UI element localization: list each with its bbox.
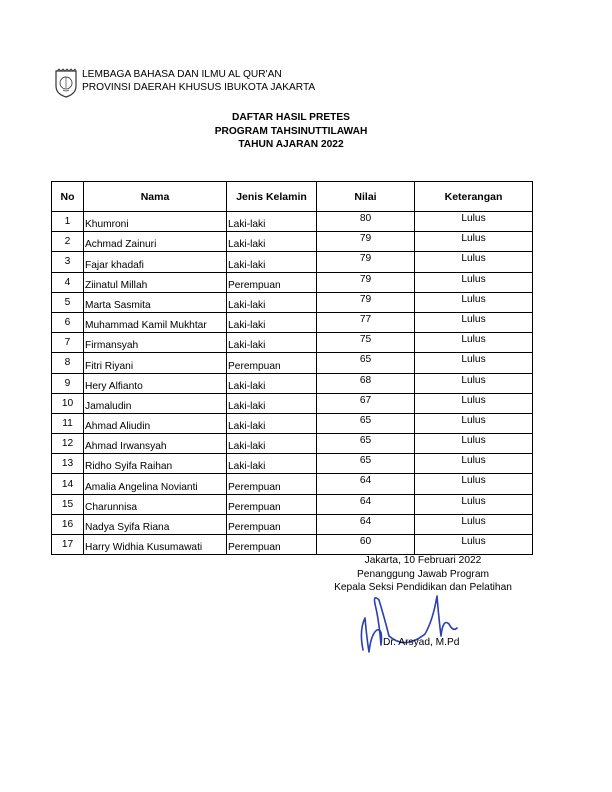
cell-nama: Fajar khadafi xyxy=(84,252,227,272)
signature-block xyxy=(310,554,536,595)
cell-jenis-kelamin: Perempuan xyxy=(227,353,317,373)
cell-nilai: 79 xyxy=(317,272,415,292)
table-row xyxy=(52,474,533,494)
cell-no: 2 xyxy=(52,232,84,252)
cell-jenis-kelamin: Laki-laki xyxy=(227,212,317,232)
cell-nama: Charunnisa xyxy=(84,494,227,514)
cell-keterangan: Lulus xyxy=(415,252,533,272)
cell-no: 11 xyxy=(52,413,84,433)
cell-keterangan: Lulus xyxy=(415,373,533,393)
cell-keterangan: Lulus xyxy=(415,514,533,534)
cell-nilai: 64 xyxy=(317,514,415,534)
table-row xyxy=(52,353,533,373)
cell-jenis-kelamin: Laki-laki xyxy=(227,454,317,474)
cell-no: 15 xyxy=(52,494,84,514)
cell-no: 17 xyxy=(52,535,84,555)
cell-nilai: 79 xyxy=(317,252,415,272)
table-row xyxy=(52,535,533,555)
cell-no: 1 xyxy=(52,212,84,232)
cell-keterangan: Lulus xyxy=(415,312,533,332)
cell-jenis-kelamin: Laki-laki xyxy=(227,312,317,332)
table-row xyxy=(52,232,533,252)
header-nilai: Nilai xyxy=(317,182,415,212)
cell-keterangan: Lulus xyxy=(415,454,533,474)
cell-nama: Muhammad Kamil Mukhtar xyxy=(84,312,227,332)
cell-no: 9 xyxy=(52,373,84,393)
signer-name: Dr. Arsyad, M.Pd xyxy=(383,637,460,648)
cell-nama: Ziinatul Millah xyxy=(84,272,227,292)
cell-jenis-kelamin: Laki-laki xyxy=(227,292,317,312)
table-row xyxy=(52,312,533,332)
cell-jenis-kelamin: Perempuan xyxy=(227,535,317,555)
cell-keterangan: Lulus xyxy=(415,232,533,252)
cell-keterangan: Lulus xyxy=(415,393,533,413)
cell-nama: Ahmad Irwansyah xyxy=(84,434,227,454)
signer-role-2: Kepala Seksi Pendidikan dan Pelatihan xyxy=(334,582,512,593)
cell-keterangan: Lulus xyxy=(415,333,533,353)
cell-keterangan: Lulus xyxy=(415,212,533,232)
table-header-row xyxy=(52,182,533,212)
cell-keterangan: Lulus xyxy=(415,494,533,514)
header-nama: Nama xyxy=(84,182,227,212)
table-row xyxy=(52,373,533,393)
table-row xyxy=(52,292,533,312)
cell-nama: Amalia Angelina Novianti xyxy=(84,474,227,494)
cell-nilai: 65 xyxy=(317,413,415,433)
cell-keterangan: Lulus xyxy=(415,474,533,494)
place-date: Jakarta, 10 Februari 2022 xyxy=(364,555,482,566)
table-row xyxy=(52,514,533,534)
cell-nilai: 60 xyxy=(317,535,415,555)
cell-jenis-kelamin: Laki-laki xyxy=(227,393,317,413)
cell-keterangan: Lulus xyxy=(415,535,533,555)
title-line-2: PROGRAM TAHSINUTTILAWAH xyxy=(214,125,368,137)
org-name: LEMBAGA BAHASA DAN ILMU AL QUR'AN xyxy=(82,69,282,80)
cell-nilai: 79 xyxy=(317,292,415,312)
cell-jenis-kelamin: Laki-laki xyxy=(227,333,317,353)
cell-nilai: 65 xyxy=(317,454,415,474)
jakarta-emblem-logo xyxy=(54,68,78,98)
cell-nama: Harry Widhia Kusumawati xyxy=(84,535,227,555)
cell-nama: Khumroni xyxy=(84,212,227,232)
cell-nama: Jamaludin xyxy=(84,393,227,413)
cell-nilai: 65 xyxy=(317,434,415,454)
cell-no: 13 xyxy=(52,454,84,474)
table-row xyxy=(52,494,533,514)
table-row xyxy=(52,454,533,474)
table-row xyxy=(52,413,533,433)
cell-nama: Nadya Syifa Riana xyxy=(84,514,227,534)
cell-jenis-kelamin: Perempuan xyxy=(227,514,317,534)
cell-nama: Fitri Riyani xyxy=(84,353,227,373)
header-no: No xyxy=(52,182,84,212)
signer-role-1: Penanggung Jawab Program xyxy=(357,568,489,580)
cell-keterangan: Lulus xyxy=(415,272,533,292)
cell-no: 12 xyxy=(52,434,84,454)
cell-no: 6 xyxy=(52,312,84,332)
table-row xyxy=(52,212,533,232)
cell-keterangan: Lulus xyxy=(415,413,533,433)
cell-jenis-kelamin: Perempuan xyxy=(227,272,317,292)
title-line-3: TAHUN AJARAN 2022 xyxy=(238,139,344,150)
cell-nilai: 68 xyxy=(317,373,415,393)
cell-no: 5 xyxy=(52,292,84,312)
cell-nilai: 80 xyxy=(317,212,415,232)
cell-nilai: 79 xyxy=(317,232,415,252)
cell-jenis-kelamin: Laki-laki xyxy=(227,413,317,433)
table-row xyxy=(52,333,533,353)
cell-nilai: 64 xyxy=(317,474,415,494)
cell-nilai: 65 xyxy=(317,353,415,373)
cell-nilai: 64 xyxy=(317,494,415,514)
header-jenis-kelamin: Jenis Kelamin xyxy=(227,182,317,212)
letterhead xyxy=(54,68,315,98)
cell-nilai: 67 xyxy=(317,393,415,413)
header-keterangan: Keterangan xyxy=(415,182,533,212)
cell-no: 14 xyxy=(52,474,84,494)
cell-nilai: 77 xyxy=(317,312,415,332)
cell-jenis-kelamin: Laki-laki xyxy=(227,252,317,272)
cell-nama: Ahmad Aliudin xyxy=(84,413,227,433)
cell-no: 10 xyxy=(52,393,84,413)
cell-no: 16 xyxy=(52,514,84,534)
cell-nama: Firmansyah xyxy=(84,333,227,353)
cell-jenis-kelamin: Laki-laki xyxy=(227,232,317,252)
cell-jenis-kelamin: Perempuan xyxy=(227,494,317,514)
cell-jenis-kelamin: Perempuan xyxy=(227,474,317,494)
cell-keterangan: Lulus xyxy=(415,434,533,454)
cell-nama: Achmad Zainuri xyxy=(84,232,227,252)
table-row xyxy=(52,434,533,454)
cell-no: 4 xyxy=(52,272,84,292)
cell-no: 3 xyxy=(52,252,84,272)
cell-nama: Ridho Syifa Raihan xyxy=(84,454,227,474)
cell-jenis-kelamin: Laki-laki xyxy=(227,373,317,393)
table-row xyxy=(52,272,533,292)
cell-nilai: 75 xyxy=(317,333,415,353)
document-titles xyxy=(0,111,582,152)
org-province: PROVINSI DAERAH KHUSUS IBUKOTA JAKARTA xyxy=(82,82,316,93)
cell-nama: Hery Alfianto xyxy=(84,373,227,393)
table-row xyxy=(52,393,533,413)
table-row xyxy=(52,252,533,272)
cell-jenis-kelamin: Laki-laki xyxy=(227,434,317,454)
title-line-1: DAFTAR HASIL PRETES xyxy=(232,112,350,123)
cell-no: 8 xyxy=(52,353,84,373)
handwritten-signature xyxy=(345,590,475,662)
cell-nama: Marta Sasmita xyxy=(84,292,227,312)
results-table xyxy=(51,181,533,555)
cell-keterangan: Lulus xyxy=(415,353,533,373)
cell-no: 7 xyxy=(52,333,84,353)
cell-keterangan: Lulus xyxy=(415,292,533,312)
